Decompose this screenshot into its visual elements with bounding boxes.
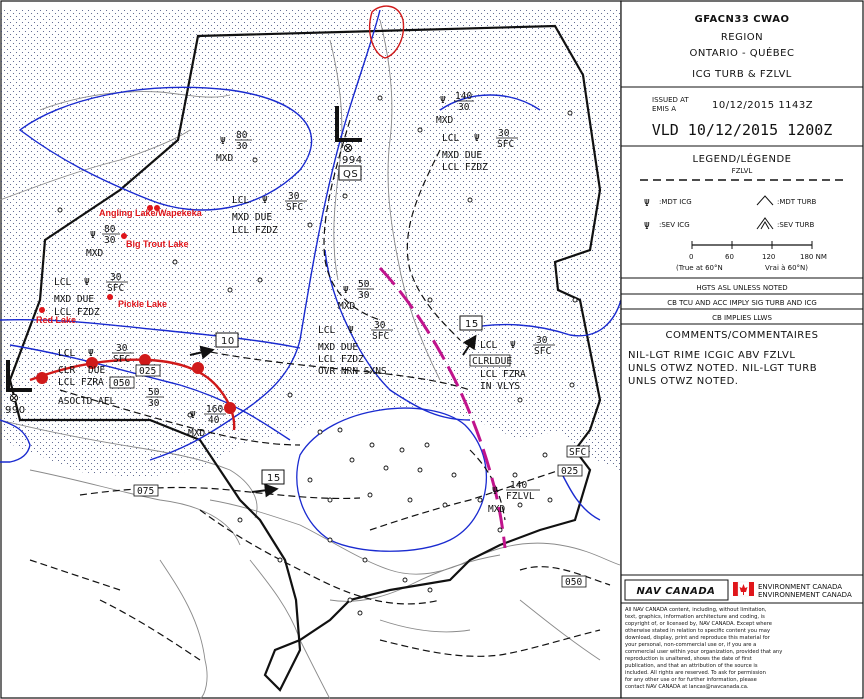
annotation-west-front-top: 30 bbox=[116, 343, 128, 354]
svg-text:Ψ: Ψ bbox=[84, 277, 90, 288]
low-west-value: 990 bbox=[5, 405, 26, 416]
annotation-west-front-l3: ASOCTD AFL bbox=[58, 396, 116, 407]
annotation-east-base: SFC bbox=[534, 346, 552, 357]
svg-text:Ψ: Ψ bbox=[510, 340, 516, 351]
copyright-line-3: copyright of, or licensed by, NAV CANADA. Except where bbox=[625, 621, 772, 627]
annotation-west-lcl-lcl: LCL bbox=[54, 277, 72, 288]
chart-id: GFACN33 CWAO bbox=[694, 14, 790, 25]
svg-text:Ψ: Ψ bbox=[262, 195, 268, 206]
speed-box-10: 10 bbox=[221, 336, 235, 347]
annotation-center-l3: LCL FZDZ bbox=[318, 354, 364, 365]
annotation-n-cond: MXD bbox=[216, 153, 234, 164]
annotation-center-top-base: 30 bbox=[358, 290, 370, 301]
svg-text:Ψ: Ψ bbox=[440, 95, 446, 106]
legend-sev-icg-icon: Ψ bbox=[644, 221, 650, 232]
city-dot-red-lake bbox=[39, 307, 45, 313]
svg-text:Ψ: Ψ bbox=[348, 325, 354, 336]
speed-box-15-south: 15 bbox=[267, 473, 281, 484]
annotation-west-front-l2: LCL FZRA bbox=[58, 377, 104, 388]
scale-tick-180: 180 NM bbox=[800, 253, 827, 261]
valid-time: VLD 10/12/2015 1200Z bbox=[651, 121, 833, 139]
annotation-nw-base: 30 bbox=[104, 235, 116, 246]
comments-title: COMMENTS/COMMENTAIRES bbox=[665, 330, 819, 341]
city-red-lake: Red Lake bbox=[36, 315, 77, 325]
annotation-east-top: 30 bbox=[536, 335, 548, 346]
city-dot-pickle bbox=[107, 294, 113, 300]
fzlvl-075: 075 bbox=[137, 486, 155, 497]
annotation-south-front-top: 160 bbox=[206, 404, 224, 415]
annotation-center-top-top: 50 bbox=[358, 279, 370, 290]
legend-title: LEGEND/LÉGENDE bbox=[692, 154, 792, 165]
city-big-trout-lake: Big Trout Lake bbox=[126, 239, 189, 249]
copyright-line-8: reproduction is unaltered, shows the date of first bbox=[625, 656, 752, 662]
annotation-west-lcl-base: SFC bbox=[107, 283, 125, 294]
comment-line-1: NIL-LGT RIME ICGIC ABV FZLVL bbox=[628, 350, 796, 361]
annotation-south-front-cond: MXD bbox=[188, 428, 206, 439]
annotation-southeast-top: 140 bbox=[510, 480, 528, 491]
annotation-west-front2-top: 50 bbox=[148, 387, 160, 398]
low-north-value: 994 bbox=[342, 155, 363, 166]
annotation-west-front-lcl: LCL bbox=[58, 348, 76, 359]
issued-label-2: EMIS A bbox=[652, 105, 676, 113]
annotation-west-lcl-top: 30 bbox=[110, 272, 122, 283]
svg-text:Ψ: Ψ bbox=[343, 285, 349, 296]
env-canada-2: ENVIRONNEMENT CANADA bbox=[758, 591, 852, 599]
copyright-line-2: text, graphics, information architecture and coding, is bbox=[625, 614, 765, 620]
copyright-line-4: otherwise stated in relation to specific content you may bbox=[625, 628, 771, 634]
annotation-lcl-n-base: SFC bbox=[497, 139, 515, 150]
nav-canada-text: NAV CANADA bbox=[636, 586, 716, 597]
annotation-ne-top: 140 bbox=[455, 91, 473, 102]
scale-tick-0: 0 bbox=[689, 253, 694, 261]
env-canada-1: ENVIRONMENT CANADA bbox=[758, 583, 843, 591]
fzlvl-025-sw: 025 bbox=[139, 366, 157, 377]
city-pickle-lake: Pickle Lake bbox=[118, 299, 168, 309]
fzlvl-050-west: 050 bbox=[113, 378, 131, 389]
annotation-west-front-clr: CLR bbox=[58, 365, 76, 376]
annotation-lcl-n-l3: LCL FZDZ bbox=[442, 162, 488, 173]
fzlvl-025-se: 025 bbox=[561, 466, 579, 477]
city-angling-lake: Angling Lake/Wapekeka bbox=[99, 208, 202, 218]
annotation-south-front-base: 40 bbox=[208, 415, 220, 426]
annotation-southeast-base: FZLVL bbox=[506, 491, 535, 502]
annotation-west-front-base: SFC bbox=[113, 354, 131, 365]
copyright-line-9: publication, and that an attribution of the source is bbox=[625, 663, 758, 669]
comment-line-3: UNLS OTWZ NOTED. bbox=[628, 376, 739, 387]
annotation-center-lcl: LCL bbox=[318, 325, 336, 336]
copyright-line-1: All NAV CANADA content, including, without limitation, bbox=[625, 607, 767, 613]
svg-text:Ψ: Ψ bbox=[492, 486, 498, 497]
annotation-west-lcl-l2: MXD DUE bbox=[54, 294, 95, 305]
annotation-mid-top: 30 bbox=[288, 191, 300, 202]
annotation-west-lcl-l3: LCL FZDZ bbox=[54, 307, 100, 318]
annotation-mid-lcl: LCL bbox=[232, 195, 250, 206]
annotation-west-front-due: DUE bbox=[88, 365, 106, 376]
annotation-center-l2: MXD DUE bbox=[318, 342, 359, 353]
annotation-east-lcl: LCL bbox=[480, 340, 498, 351]
region-name: ONTARIO - QUÉBEC bbox=[689, 48, 795, 59]
issued-value: 10/12/2015 1143Z bbox=[712, 100, 814, 111]
annotation-center-base: SFC bbox=[372, 331, 390, 342]
comment-line-2: UNLS OTWZ NOTED. NIL-LGT TURB bbox=[628, 363, 818, 374]
region-label: REGION bbox=[720, 32, 764, 43]
annotation-lcl-n-top: 30 bbox=[498, 128, 510, 139]
svg-text:Ψ: Ψ bbox=[88, 348, 94, 359]
annotation-lcl-n-l2: MXD DUE bbox=[442, 150, 483, 161]
annotation-mid-base: SFC bbox=[286, 202, 304, 213]
annotation-ne-cond: MXD bbox=[436, 115, 454, 126]
note-hgts: HGTS ASL UNLESS NOTED bbox=[696, 284, 788, 292]
note-cb-tcu: CB TCU AND ACC IMPLY SIG TURB AND ICG bbox=[667, 299, 817, 307]
copyright-line-12: contact NAV CANADA at lancas@navcanada.ca. bbox=[625, 684, 749, 690]
annotation-center-top: 30 bbox=[374, 320, 386, 331]
legend-sev-icg: :SEV ICG bbox=[659, 221, 690, 229]
copyright-line-6: your personal, non-commercial use or, if you are a bbox=[625, 642, 757, 648]
clear-area bbox=[297, 408, 487, 551]
annotation-n-base: 30 bbox=[236, 141, 248, 152]
stippled-area bbox=[0, 10, 620, 478]
copyright-line-10: included. All rights are reserved. To ask for permission bbox=[625, 670, 766, 676]
legend-mdt-icg-icon: Ψ bbox=[644, 198, 650, 209]
annotation-center-l4: OVR NRN SXNS bbox=[318, 366, 387, 377]
chart-type: ICG TURB & FZLVL bbox=[692, 69, 792, 80]
svg-text:Ψ: Ψ bbox=[474, 133, 480, 144]
annotation-mid-l2: MXD DUE bbox=[232, 212, 273, 223]
issued-label-1: ISSUED AT bbox=[652, 96, 689, 104]
speed-box-15-east: 15 bbox=[465, 319, 479, 330]
annotation-east-sfc bbox=[567, 446, 589, 458]
annotation-east-sfc-base: SFC bbox=[569, 447, 587, 458]
annotation-n-top: 80 bbox=[236, 130, 248, 141]
scale-note-left: (True at 60°N bbox=[676, 264, 723, 272]
copyright-line-11: for any other use or for further information, please bbox=[625, 677, 757, 683]
annotation-mid-l3: LCL FZDZ bbox=[232, 225, 278, 236]
annotation-east-l3: IN VLYS bbox=[480, 381, 521, 392]
scale-tick-120: 120 bbox=[762, 253, 776, 261]
note-cb-llws: CB IMPLIES LLWS bbox=[712, 314, 772, 322]
copyright-line-7: commercial user within your organization, provided that any bbox=[625, 649, 783, 655]
svg-text:Ψ: Ψ bbox=[90, 230, 96, 241]
annotation-west-front2-base: 30 bbox=[148, 398, 160, 409]
annotation-lcl-n-lcl: LCL bbox=[442, 133, 460, 144]
legend-mdt-turb: :MDT TURB bbox=[777, 198, 817, 206]
annotation-nw-top: 80 bbox=[104, 224, 116, 235]
annotation-center-top-cond: MXD bbox=[338, 301, 356, 312]
legend-fzlvl-label: FZLVL bbox=[731, 167, 753, 175]
legend-sev-turb: :SEV TURB bbox=[777, 221, 815, 229]
low-north-motion: QS bbox=[343, 169, 359, 180]
annotation-nw-cond: MXD bbox=[86, 248, 104, 259]
annotation-east-box: CLRLDUE bbox=[472, 356, 513, 367]
annotation-ne-base: 30 bbox=[458, 102, 470, 113]
svg-text:Ψ: Ψ bbox=[220, 136, 226, 147]
annotation-east-l2: LCL FZRA bbox=[480, 369, 526, 380]
fzlvl-050-se: 050 bbox=[565, 577, 583, 588]
copyright-line-5: download, display, print and reproduce this material for bbox=[625, 635, 770, 641]
annotation-southeast-cond: MXD bbox=[488, 504, 506, 515]
scale-note-right: Vrai à 60°N) bbox=[765, 264, 809, 272]
scale-tick-60: 60 bbox=[725, 253, 734, 261]
legend-mdt-icg: :MDT ICG bbox=[659, 198, 692, 206]
svg-text:Ψ: Ψ bbox=[190, 410, 196, 421]
